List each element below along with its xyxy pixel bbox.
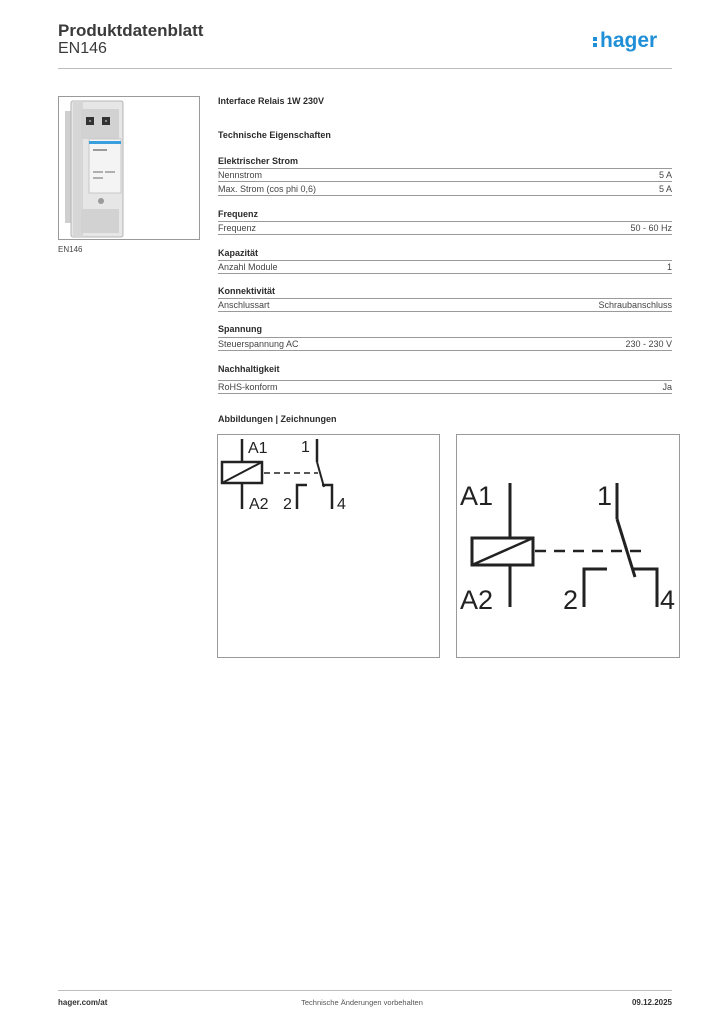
spec-row (218, 168, 672, 182)
spec-label: Nennstrom (218, 170, 263, 180)
brand-name: hager (600, 29, 658, 52)
header-divider (58, 68, 672, 69)
spec-row (218, 182, 672, 196)
hager-logo (592, 28, 674, 54)
group-title-kapazitaet: Kapazität (218, 248, 259, 258)
drawings-title: Abbildungen | Zeichnungen (218, 414, 337, 424)
spec-row (218, 298, 672, 312)
spec-value: 50 - 60 Hz (630, 223, 672, 233)
spec-label: RoHS-konform (218, 382, 278, 392)
label-a2: A2 (460, 585, 494, 615)
image-caption: EN146 (58, 245, 83, 254)
spec-value: Schraubanschluss (598, 300, 672, 310)
spec-value: 1 (666, 262, 672, 272)
spec-value: 5 A (658, 184, 672, 194)
label-2: 2 (283, 496, 292, 513)
specs-title: Technische Eigenschaften (218, 130, 331, 140)
label-1: 1 (597, 481, 613, 511)
label-4: 4 (660, 585, 676, 615)
spec-label: Steuerspannung AC (218, 339, 299, 349)
spec-value: 230 - 230 V (625, 339, 672, 349)
group-title-spannung: Spannung (218, 324, 262, 334)
group-title-nachhaltigkeit: Nachhaltigkeit (218, 364, 280, 374)
label-1: 1 (301, 439, 310, 456)
relay-diagram-large (456, 434, 680, 658)
spec-value: 5 A (658, 170, 672, 180)
group-title-konnektivitaet: Konnektivität (218, 286, 276, 296)
group-title-frequenz: Frequenz (218, 209, 259, 219)
spec-row (218, 337, 672, 351)
label-a2: A2 (249, 496, 269, 513)
footer-date: 09.12.2025 (631, 998, 672, 1007)
product-name: Interface Relais 1W 230V (218, 96, 325, 106)
relay-diagram-small (217, 434, 440, 658)
footer-divider (58, 990, 672, 991)
product-code: EN146 (58, 40, 107, 57)
label-2: 2 (563, 585, 579, 615)
spec-label: Anschlussart (218, 300, 270, 310)
footer-website: hager.com/at (58, 998, 108, 1007)
page-title: Produktdatenblatt (58, 21, 204, 40)
footer-note: Technische Änderungen vorbehalten (301, 998, 423, 1007)
spec-label: Max. Strom (cos phi 0,6) (218, 184, 317, 194)
product-image (58, 96, 200, 240)
spec-value: Ja (662, 382, 672, 392)
label-a1: A1 (248, 440, 268, 457)
spec-label: Anzahl Module (218, 262, 278, 272)
group-title-elektrischer-strom: Elektrischer Strom (218, 156, 299, 166)
spec-label: Frequenz (218, 223, 257, 233)
label-4: 4 (337, 496, 346, 513)
spec-row (218, 260, 672, 274)
spec-row (218, 221, 672, 235)
spec-row (218, 380, 672, 394)
label-a1: A1 (460, 481, 494, 511)
